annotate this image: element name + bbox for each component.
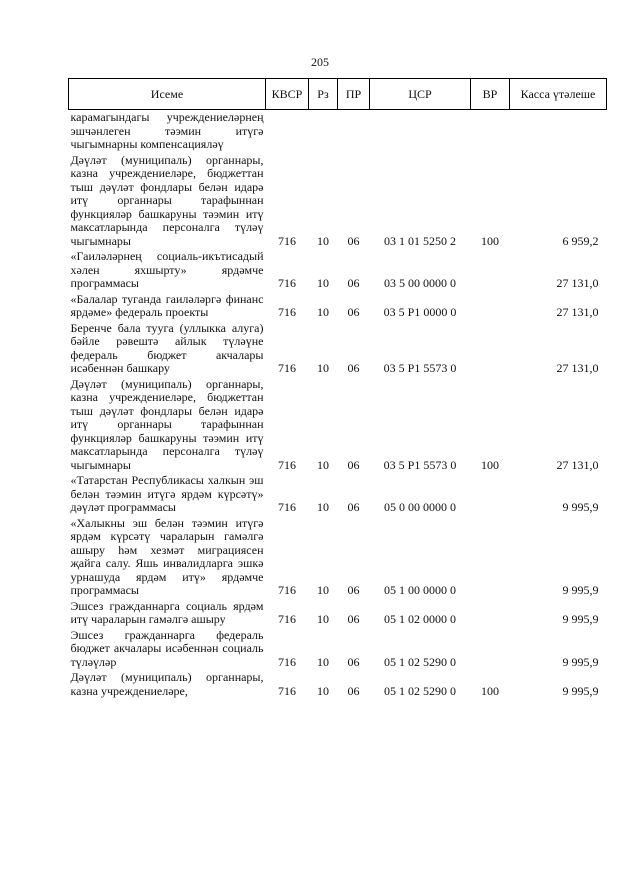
budget-table bbox=[68, 78, 607, 699]
table-row bbox=[69, 321, 607, 377]
cell-kassa: 27 131,0 bbox=[556, 457, 599, 472]
header-kassa: Касса үтәлеше bbox=[510, 79, 607, 110]
cell-vr: 100 bbox=[481, 683, 499, 698]
table-row bbox=[69, 292, 607, 321]
cell-csr: 03 5 P1 0000 0 bbox=[383, 305, 457, 319]
cell-rz: 10 bbox=[317, 305, 329, 319]
cell-kassa: 27 131,0 bbox=[556, 361, 599, 375]
table-row bbox=[69, 599, 607, 628]
cell-name: Эшсез гражданнарга федераль бюджет акчалары исәбеннән социаль түләүләр bbox=[70, 627, 264, 669]
table-row bbox=[69, 516, 607, 599]
cell-pr: 06 bbox=[347, 683, 360, 698]
header-pr: ПР bbox=[338, 79, 370, 110]
cell-csr: 05 0 00 0000 0 bbox=[384, 500, 456, 514]
cell-kassa: 9 995,9 bbox=[562, 612, 599, 626]
cell-pr: 06 bbox=[347, 583, 360, 597]
cell-vr bbox=[471, 516, 510, 599]
cell-vr bbox=[471, 599, 510, 628]
cell-vr: 100 bbox=[481, 233, 499, 248]
cell-csr: 05 1 02 5290 0 bbox=[384, 654, 456, 669]
cell-kvsr: 716 bbox=[278, 361, 296, 375]
cell-pr: 06 bbox=[347, 276, 360, 290]
cell-vr bbox=[471, 321, 510, 377]
cell-rz: 10 bbox=[317, 654, 329, 669]
cell-csr bbox=[370, 110, 471, 153]
cell-name: «Гаиләләрнең социаль-икътисадый хәлен яхшырту» ярдәмче программасы bbox=[70, 249, 264, 290]
table-row bbox=[69, 377, 607, 474]
table-row bbox=[69, 670, 607, 699]
cell-rz bbox=[309, 110, 338, 153]
cell-rz: 10 bbox=[317, 457, 329, 472]
cell-kvsr: 716 bbox=[278, 500, 296, 514]
cell-kassa: 9 995,9 bbox=[562, 683, 599, 698]
cell-kassa: 27 131,0 bbox=[556, 305, 599, 319]
cell-name: Дәүләт (муниципаль) органнары, казна учреждениеләре, бюджеттан тыш дәүләт фондлары белән идарә итү органнары тарафыннан функцияләр башкаруны тәэмин итү максатларында персоналга түләү чыгымнары bbox=[70, 376, 264, 472]
header-kvsr: КВСР bbox=[266, 79, 309, 110]
cell-name: «Балалар туганда гаиләләргә финанс ярдәме» федераль проекты bbox=[70, 291, 264, 319]
cell-rz: 10 bbox=[317, 361, 329, 375]
table-row bbox=[69, 249, 607, 292]
cell-kassa: 9 995,9 bbox=[562, 654, 599, 669]
cell-vr bbox=[471, 628, 510, 671]
cell-kvsr: 716 bbox=[278, 233, 296, 248]
table-row bbox=[69, 473, 607, 516]
cell-csr: 05 1 02 0000 0 bbox=[384, 612, 456, 626]
page-number: 205 bbox=[311, 55, 329, 69]
cell-rz: 10 bbox=[317, 233, 329, 248]
header-name: Исеме bbox=[69, 79, 266, 110]
cell-pr: 06 bbox=[347, 305, 360, 319]
cell-kassa: 9 995,9 bbox=[562, 500, 599, 514]
cell-csr: 03 5 P1 5573 0 bbox=[383, 457, 457, 472]
cell-kvsr: 716 bbox=[278, 654, 296, 669]
cell-name: «Татарстан Республикасы халкын эш белән тәэмин итүгә ярдәм күрсәтү» дәүләт программасы bbox=[70, 473, 264, 514]
cell-vr bbox=[471, 292, 510, 321]
cell-vr bbox=[471, 249, 510, 292]
cell-rz: 10 bbox=[317, 612, 329, 626]
cell-pr: 06 bbox=[347, 612, 360, 626]
cell-kvsr bbox=[266, 110, 309, 153]
cell-kvsr: 716 bbox=[278, 276, 296, 290]
table-header-row bbox=[69, 79, 607, 110]
cell-kassa: 9 995,9 bbox=[562, 583, 599, 597]
cell-kvsr: 716 bbox=[278, 305, 296, 319]
cell-rz: 10 bbox=[317, 683, 329, 698]
cell-rz: 10 bbox=[317, 583, 329, 597]
cell-kassa: 27 131,0 bbox=[556, 276, 599, 290]
cell-name: «Халыкны эш белән тәэмин итүгә ярдәм күрсәтү чараларын гамәлгә ашыру һәм хезмәт миграциясен җайга салу. Яшь инвалидларга эшкә урнашуда ярдәм итү» ярдәмче программасы bbox=[70, 515, 264, 597]
cell-name: карамагындагы учреждениеләрнең эшчәнлеген тәэмин итүгә чыгымнарны компенсацияләү bbox=[70, 110, 264, 151]
cell-csr: 03 5 P1 5573 0 bbox=[383, 361, 457, 375]
cell-kvsr: 716 bbox=[278, 612, 296, 626]
cell-name: Дәүләт (муниципаль) органнары, казна учреждениеләре, bbox=[70, 670, 264, 698]
cell-pr: 06 bbox=[347, 654, 360, 669]
cell-rz: 10 bbox=[317, 500, 329, 514]
cell-kvsr: 716 bbox=[278, 583, 296, 597]
cell-vr bbox=[471, 110, 510, 153]
cell-name: Беренче бала туугa (уллыкка алуга) бәйле рәвештә айлык түләүне федераль бюджет акчалары исәбеннән башкару bbox=[70, 320, 264, 375]
cell-name: Эшсез гражданнарга социаль ярдәм итү чараларын гамәлгә ашыру bbox=[70, 598, 264, 626]
cell-kvsr: 716 bbox=[278, 457, 296, 472]
cell-csr: 03 1 01 5250 2 bbox=[384, 233, 456, 248]
cell-pr: 06 bbox=[347, 233, 360, 248]
cell-vr: 100 bbox=[481, 457, 499, 472]
cell-name: Дәүләт (муниципаль) органнары, казна учреждениеләре, бюджеттан тыш дәүләт фондлары белән идарә итү органнары тарафыннан функцияләр башкаруны тәэмин итү максатларында персоналга түләү чыгымнары bbox=[70, 152, 264, 248]
cell-pr bbox=[338, 110, 370, 153]
cell-pr: 06 bbox=[347, 500, 360, 514]
table-row bbox=[69, 153, 607, 250]
cell-pr: 06 bbox=[347, 361, 360, 375]
cell-csr: 05 1 00 0000 0 bbox=[384, 583, 456, 597]
header-rz: Рз bbox=[309, 79, 338, 110]
cell-vr bbox=[471, 473, 510, 516]
cell-kassa: 6 959,2 bbox=[562, 233, 599, 248]
header-csr: ЦСР bbox=[370, 79, 471, 110]
cell-csr: 05 1 02 5290 0 bbox=[384, 683, 456, 698]
table-row bbox=[69, 628, 607, 671]
cell-kassa bbox=[510, 110, 607, 153]
cell-kvsr: 716 bbox=[278, 683, 296, 698]
cell-pr: 06 bbox=[347, 457, 360, 472]
cell-rz: 10 bbox=[317, 276, 329, 290]
cell-csr: 03 5 00 0000 0 bbox=[384, 276, 456, 290]
header-vr: ВР bbox=[471, 79, 510, 110]
table-row bbox=[69, 110, 607, 153]
